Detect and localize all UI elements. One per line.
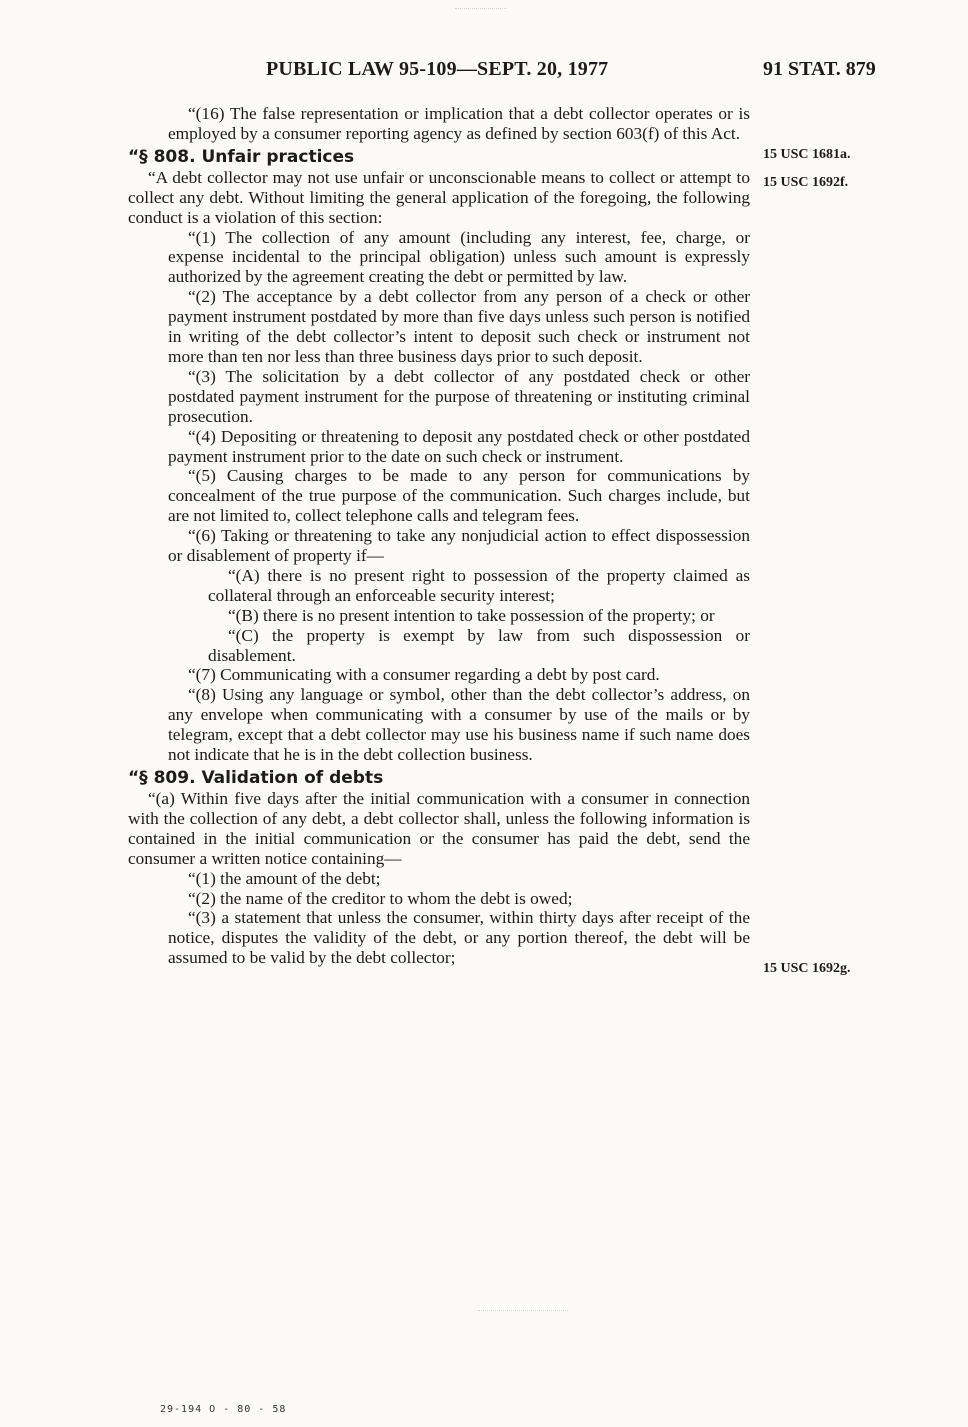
section-808-item-1: “(1) The collection of any amount (including any interest, fee, charge, or expense incidental to the principal obligation) unless such amount is expressly authorized by the agreement creating the debt or permitted by law. [168, 227, 750, 287]
section-808-item-6: “(6) Taking or threatening to take any nonjudicial action to effect dispossession or disablement of property if— [168, 526, 750, 566]
section-808-heading: “§ 808. Unfair practices [128, 146, 355, 167]
section-809-a-2: “(2) the name of the creditor to whom the debt is owed; [188, 888, 573, 908]
section-808-item-8: “(8) Using any language or symbol, other than the debt collector’s address, on any envelope when communicating with a consumer by use of the mails or by telegram, except that a debt collector may use his business name if such name does not indicate that he is in the debt collection business. [168, 685, 750, 765]
print-code: 29-194 O - 80 - 58 [160, 1404, 287, 1415]
scan-artifact [455, 8, 507, 15]
section-809-a-3: “(3) a statement that unless the consumer, within thirty days after receipt of the notice, disputes the validity of the debt, or any portion thereof, the debt will be assumed to be valid by the debt collector; [168, 908, 750, 968]
section-808-item-6a: “(A) there is no present right to possession of the property claimed as collateral through an enforceable security interest; [208, 565, 750, 605]
scan-artifact-lower [478, 1310, 568, 1315]
margin-citation-1692f: 15 USC 1692f. [763, 175, 849, 190]
section-808-intro: “A debt collector may not use unfair or unconscionable means to collect or attempt to collect any debt. Without limiting the general application of the foregoing, the following conduct is a violation of this section: [128, 167, 750, 227]
section-808-item-7: “(7) Communicating with a consumer regarding a debt by post card. [188, 665, 660, 685]
section-809-a-1: “(1) the amount of the debt; [188, 868, 381, 888]
margin-citation-1692g: 15 USC 1692g. [763, 961, 851, 976]
section-808-item-6c: “(C) the property is exempt by law from such dispossession or disablement. [208, 625, 750, 665]
section-809-heading: “§ 809. Validation of debts [128, 768, 384, 788]
section-808-item-4: “(4) Depositing or threatening to deposit any postdated check or other postdated payment instrument prior to the date on such check or instrument. [168, 426, 750, 466]
paragraph-16: “(16) The false representation or implication that a debt collector operates or is employed by a consumer reporting agency as defined by section 603(f) of this Act. [168, 104, 750, 143]
page-header-title: PUBLIC LAW 95-109—SEPT. 20, 1977 [266, 58, 609, 80]
section-808-item-5: “(5) Causing charges to be made to any person for communications by concealment of the true purpose of the communication. Such charges include, but are not limited to, collect telephone calls and telegram fees. [168, 466, 750, 526]
page-header-stat: 91 STAT. 879 [763, 58, 876, 80]
section-808-item-6b: “(B) there is no present intention to take possession of the property; or [228, 605, 715, 625]
section-808-item-2: “(2) The acceptance by a debt collector from any person of a check or other payment instrument postdated by more than five days unless such person is notified in writing of the debt collector’s intent to deposit such check or instrument not more than ten nor less than three business days prior to such deposit. [168, 287, 750, 366]
section-809-a: “(a) Within five days after the initial communication with a consumer in connection with the collection of any debt, a debt collector shall, unless the following information is contained in the initial communication or the consumer has paid the debt, send the consumer a written notice containing— [128, 789, 750, 868]
margin-citation-1681a: 15 USC 1681a. [763, 147, 851, 162]
statute-body [128, 104, 750, 968]
section-808-item-3: “(3) The solicitation by a debt collector of any postdated check or other postdated payment instrument for the purpose of threatening or instituting criminal prosecution. [168, 366, 750, 426]
